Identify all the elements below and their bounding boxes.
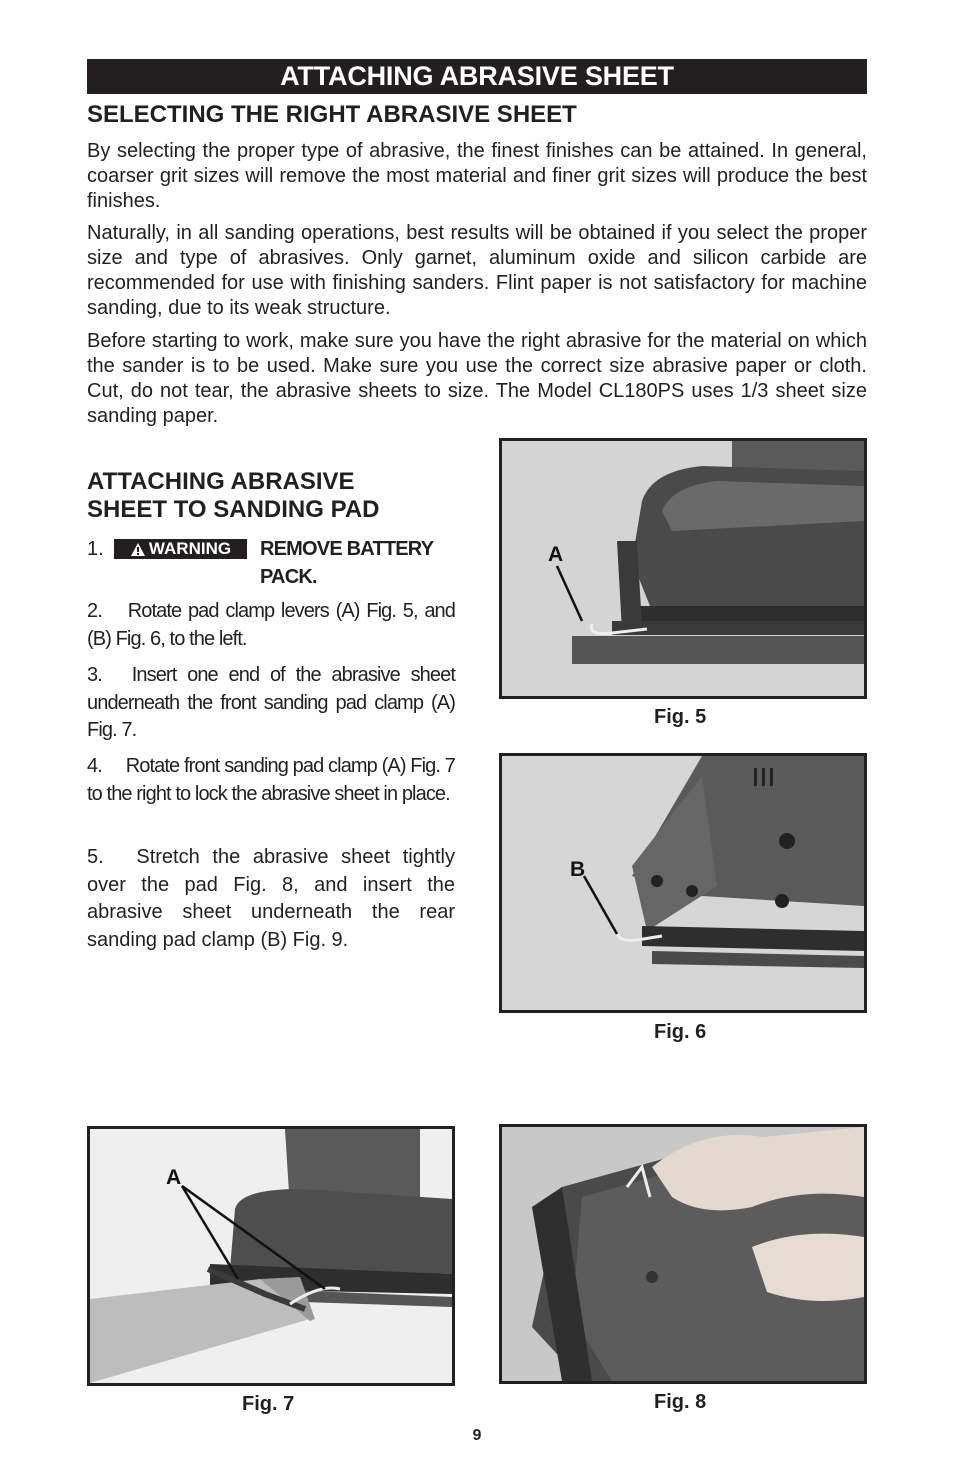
sander-front-clamp-illustration [502,441,864,696]
figure-8-photo [499,1124,867,1384]
figure-8-caption: Fig. 8 [654,1391,707,1413]
figure-7-photo [87,1126,455,1386]
abrasive-types-paragraph: Naturally, in all sanding operations, best results will be obtained if you select the proper size and type of abrasives. Only garnet, aluminum oxide and silicon carbide are recommended for use with finishing sanders. Flint paper is not satisfactory for machine sanding, due to its weak structure. [87,222,867,319]
sander-rear-clamp-illustration [502,756,864,1010]
warning-label: WARNING [148,539,232,558]
page-number: 9 [472,1427,482,1444]
stretching-abrasive-sheet-illustration [502,1127,864,1381]
figure-5-photo [499,438,867,699]
before-starting-paragraph: Before starting to work, make sure you have the right abrasive for the material on which the sander is to be used. Make sure you use the correct size abrasive paper or cloth. Cut, do not tear, the abrasive sheets to size. The Model CL180PS uses 1/3 sheet size sanding paper. [87,330,867,427]
intro-paragraph: By selecting the proper type of abrasive, the finest finishes can be attained. In general, coarser grit sizes will remove the most material and finer grit sizes will produce the best finishes. [87,140,867,212]
step-3: 3. Insert one end of the abrasive sheet underneath the front sanding pad clamp (A) Fig. 7. [87,664,455,741]
step-5: 5. Stretch the abrasive sheet tightly over the pad Fig. 8, and insert the abrasive sheet underneath the rear sanding pad clamp (B) Fig. 9. [87,846,455,951]
attach-title-line2: SHEET TO SANDING PAD [87,496,380,523]
figure-7-callout-label: A [166,1166,182,1189]
attach-section-title [87,468,467,524]
step-1-number: 1. [87,538,104,560]
inserting-abrasive-sheet-illustration [90,1129,452,1383]
figure-5-callout-label: A [548,543,564,566]
step-4: 4. Rotate front sanding pad clamp (A) Fig. 7 to the right to lock the abrasive sheet in place. [87,755,455,805]
section-banner: ATTACHING ABRASIVE SHEET [87,59,867,94]
warning-badge [114,539,247,559]
figure-6-callout-label: B [570,858,586,881]
subsection-title: SELECTING THE RIGHT ABRASIVE SHEET [87,101,577,128]
step-2: 2. Rotate pad clamp levers (A) Fig. 5, and (B) Fig. 6, to the left. [87,600,455,650]
step-1-text: REMOVE BATTERY PACK. [260,538,433,588]
figure-6-caption: Fig. 6 [654,1021,707,1043]
attach-title-line1: ATTACHING ABRASIVE [87,468,355,495]
figure-5-caption: Fig. 5 [654,706,707,728]
figure-6-photo [499,753,867,1013]
warning-triangle-icon [130,542,146,557]
figure-7-caption: Fig. 7 [242,1393,295,1415]
